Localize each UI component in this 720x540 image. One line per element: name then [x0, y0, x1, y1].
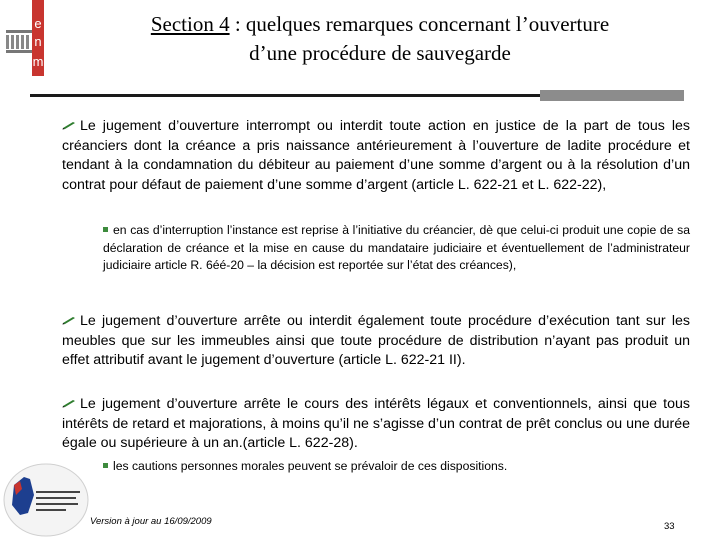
paragraph-3-text: Le jugement d’ouverture arrête le cours des intérêts légaux et conventionnels, ainsi que tous intérêts de retard et majorations, à moins qu’il ne s’agisse d’un contrat de prêt conclus ou une durée égale ou supérieure à un an.(article L. 622-28). [62, 396, 690, 451]
svg-text:e: e [34, 16, 42, 31]
svg-text:n: n [34, 34, 42, 49]
paragraph-2 [62, 312, 690, 371]
svg-text:m: m [32, 54, 44, 69]
page-title [60, 10, 700, 68]
paragraph-2-text: Le jugement d’ouverture arrête ou interdit également toute procédure d’exécution tant sur les meubles que sur les immeubles ainsi que toute procédure de distribution n’ayant pas produit un effet attributif avant le jugement d’ouverture (article L. 622-21 II). [62, 313, 690, 368]
paragraph-1-sub-text: en cas d’interruption l’instance est reprise à l’initiative du créancier, dè que celui-ci produit une copie de sa déclaration de créance et la mise en cause du mandataire judiciaire et éventuellement de l’administrateur judiciaire article R. 6éé-20 – la décision est reportée sur l’état des créances), [103, 223, 690, 272]
paragraph-3-sub-text: les cautions personnes morales peuvent se prévaloir de ces dispositions. [113, 459, 508, 473]
paragraph-3-sub [103, 458, 690, 476]
ministry-seal-icon [0, 455, 92, 540]
title-divider-accent [540, 90, 684, 101]
paragraph-1-sub [103, 222, 690, 275]
section-label: Section 4 [150, 12, 230, 36]
title-line-1: : quelques remarques concernant l’ouverture [229, 12, 610, 36]
square-bullet-icon [103, 463, 108, 468]
pen-icon [62, 120, 76, 130]
enm-logo [2, 0, 46, 76]
pen-icon [62, 398, 76, 408]
page-number: 33 [664, 521, 675, 532]
footer-version: Version à jour au 16/09/2009 [90, 516, 212, 527]
title-divider [30, 94, 540, 97]
paragraph-1 [62, 117, 690, 195]
title-line-2: d’une procédure de sauvegarde [249, 41, 511, 65]
square-bullet-icon [103, 227, 108, 232]
paragraph-3 [62, 395, 690, 454]
pen-icon [62, 315, 76, 325]
paragraph-1-text: Le jugement d’ouverture interrompt ou interdit toute action en justice de la part de tous les créanciers dont la créance a pris naissance antérieurement à l’ouverture de ladite procédure et tendant à la condamnation du débiteur au paiement d’une somme d’argent ou à la résolution d’un contrat pour défaut de paiement d’une somme d’argent (article L. 622-21 et L. 622-22), [62, 118, 690, 193]
